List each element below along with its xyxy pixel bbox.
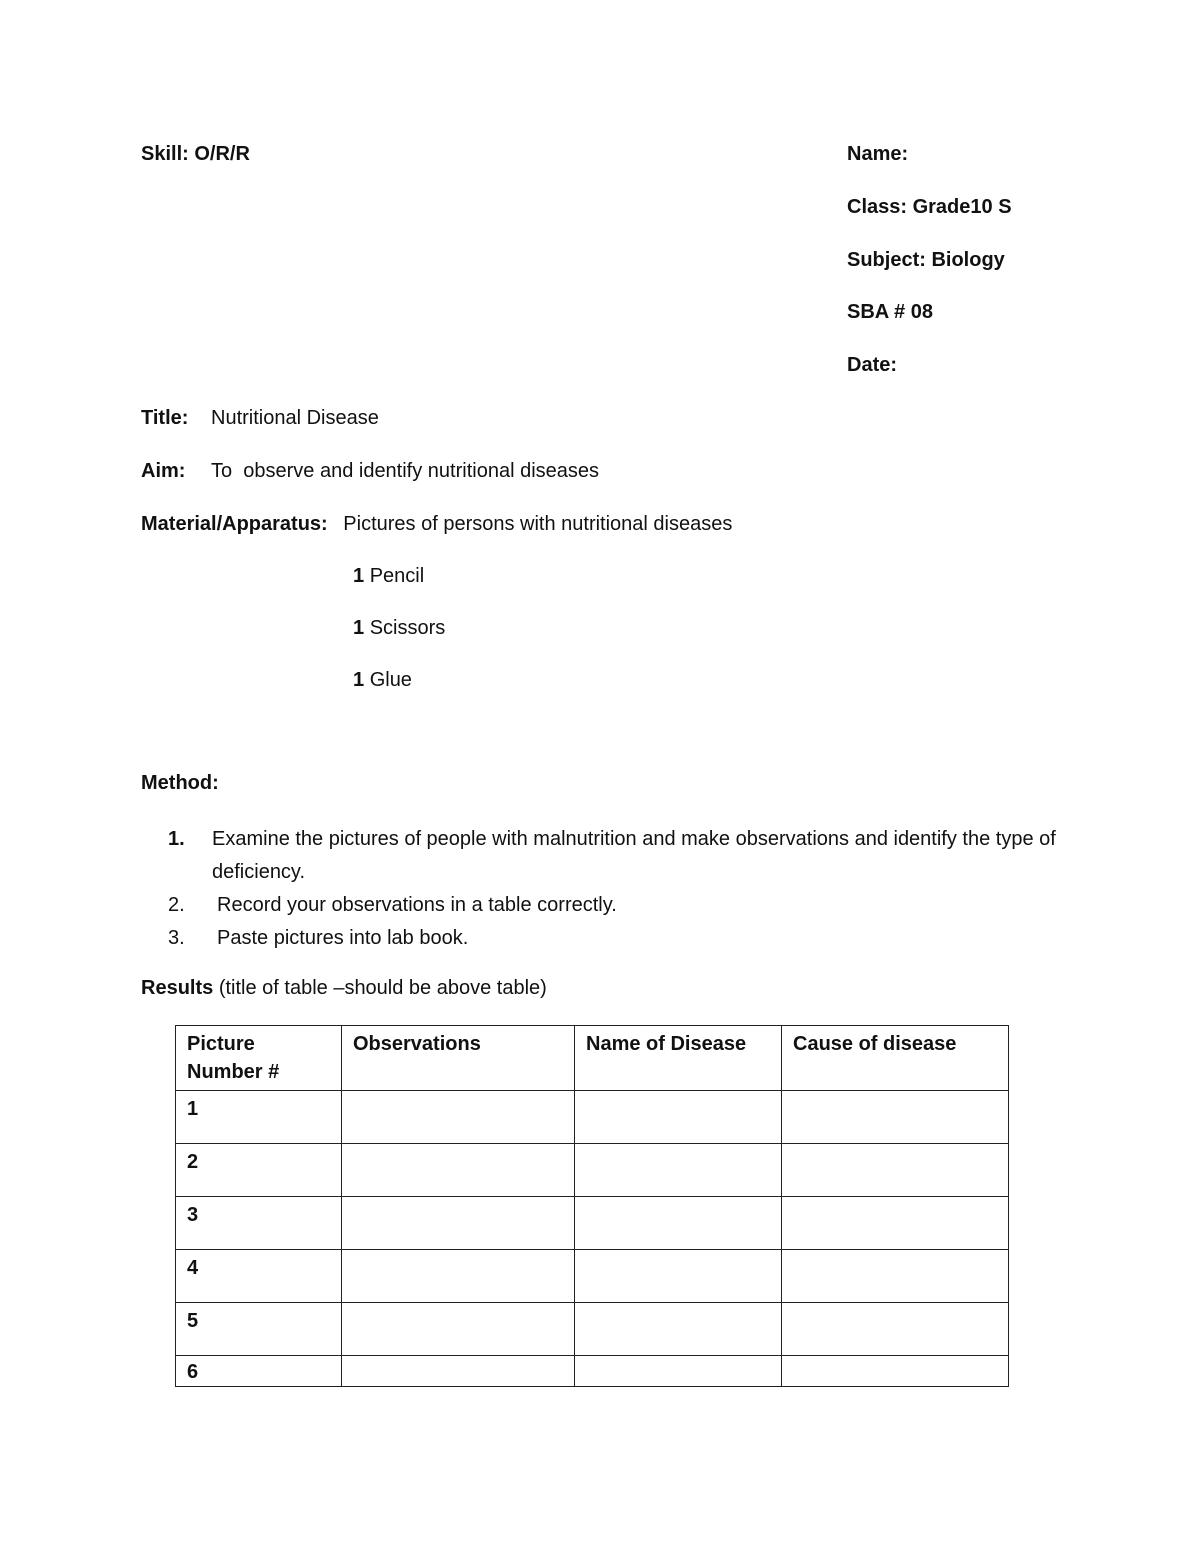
skill-label: Skill: O/R/R: [141, 143, 250, 165]
subject-label: Subject: Biology: [847, 249, 1005, 271]
table-row: [176, 1144, 1009, 1197]
aim-value: To observe and identify nutritional diseases: [211, 460, 600, 482]
material-qty: 1: [353, 669, 365, 691]
aim-label: Aim:: [141, 460, 186, 482]
observations-cell[interactable]: [342, 1250, 575, 1303]
cause-cell[interactable]: [782, 1303, 1009, 1356]
method-step: [168, 823, 1068, 889]
aim-row: [141, 459, 599, 483]
column-header-observations: Observations: [342, 1026, 575, 1091]
material-name: Glue: [369, 669, 412, 691]
material-item: [353, 616, 445, 640]
method-step-text: Record your observations in a table correctly.: [217, 894, 617, 916]
results-label: Results: [141, 977, 214, 999]
disease-name-cell[interactable]: [575, 1197, 782, 1250]
column-header-picture-number: Picture Number #: [176, 1026, 342, 1091]
column-header-disease-name: Name of Disease: [575, 1026, 782, 1091]
column-header-cause: Cause of disease: [782, 1026, 1009, 1091]
observations-cell[interactable]: [342, 1356, 575, 1387]
date-label: Date:: [847, 354, 898, 376]
picture-number-cell: 6: [176, 1356, 342, 1387]
sba-label: SBA # 08: [847, 301, 933, 323]
method-step: [168, 889, 1068, 922]
materials-row: [141, 512, 732, 536]
method-step-number: 1.: [168, 828, 185, 850]
disease-name-cell[interactable]: [575, 1144, 782, 1197]
class-label: Class: Grade10 S: [847, 196, 1012, 218]
cause-cell[interactable]: [782, 1144, 1009, 1197]
material-item: [353, 564, 424, 588]
name-label: Name:: [847, 143, 909, 165]
disease-name-cell[interactable]: [575, 1303, 782, 1356]
method-label: Method:: [141, 772, 219, 794]
table-row: [176, 1197, 1009, 1250]
materials-label: Material/Apparatus:: [141, 513, 328, 535]
cause-cell[interactable]: [782, 1250, 1009, 1303]
picture-number-cell: 3: [176, 1197, 342, 1250]
title-value: Nutritional Disease: [211, 407, 379, 429]
cause-cell[interactable]: [782, 1356, 1009, 1387]
method-step-text: Paste pictures into lab book.: [217, 927, 469, 949]
disease-name-cell[interactable]: [575, 1356, 782, 1387]
cause-cell[interactable]: [782, 1197, 1009, 1250]
table-header-row: [176, 1026, 1009, 1091]
picture-number-cell: 4: [176, 1250, 342, 1303]
material-item: [353, 668, 412, 692]
method-step-text: Examine the pictures of people with malnutrition and make observations and identify the type of deficiency.: [212, 828, 1056, 883]
table-row: [176, 1250, 1009, 1303]
observations-cell[interactable]: [342, 1091, 575, 1144]
material-name: Scissors: [369, 617, 446, 639]
table-row: [176, 1303, 1009, 1356]
results-note: (title of table –should be above table): [218, 977, 547, 999]
picture-number-cell: 2: [176, 1144, 342, 1197]
observations-cell[interactable]: [342, 1197, 575, 1250]
results-table: [175, 1025, 1009, 1387]
cause-cell[interactable]: [782, 1091, 1009, 1144]
method-list: [168, 823, 1068, 955]
table-row: [176, 1091, 1009, 1144]
material-qty: 1: [353, 565, 365, 587]
disease-name-cell[interactable]: [575, 1250, 782, 1303]
table-row: [176, 1356, 1009, 1387]
picture-number-cell: 1: [176, 1091, 342, 1144]
material-name: Pencil: [369, 565, 425, 587]
material-qty: 1: [353, 617, 365, 639]
title-row: [141, 406, 379, 430]
method-step-number: 3.: [168, 927, 185, 949]
picture-number-cell: 5: [176, 1303, 342, 1356]
materials-first: Pictures of persons with nutritional diseases: [343, 513, 733, 535]
method-step: [168, 922, 1068, 955]
observations-cell[interactable]: [342, 1144, 575, 1197]
results-row: [141, 976, 547, 1000]
observations-cell[interactable]: [342, 1303, 575, 1356]
disease-name-cell[interactable]: [575, 1091, 782, 1144]
title-label: Title:: [141, 407, 189, 429]
method-step-number: 2.: [168, 894, 185, 916]
